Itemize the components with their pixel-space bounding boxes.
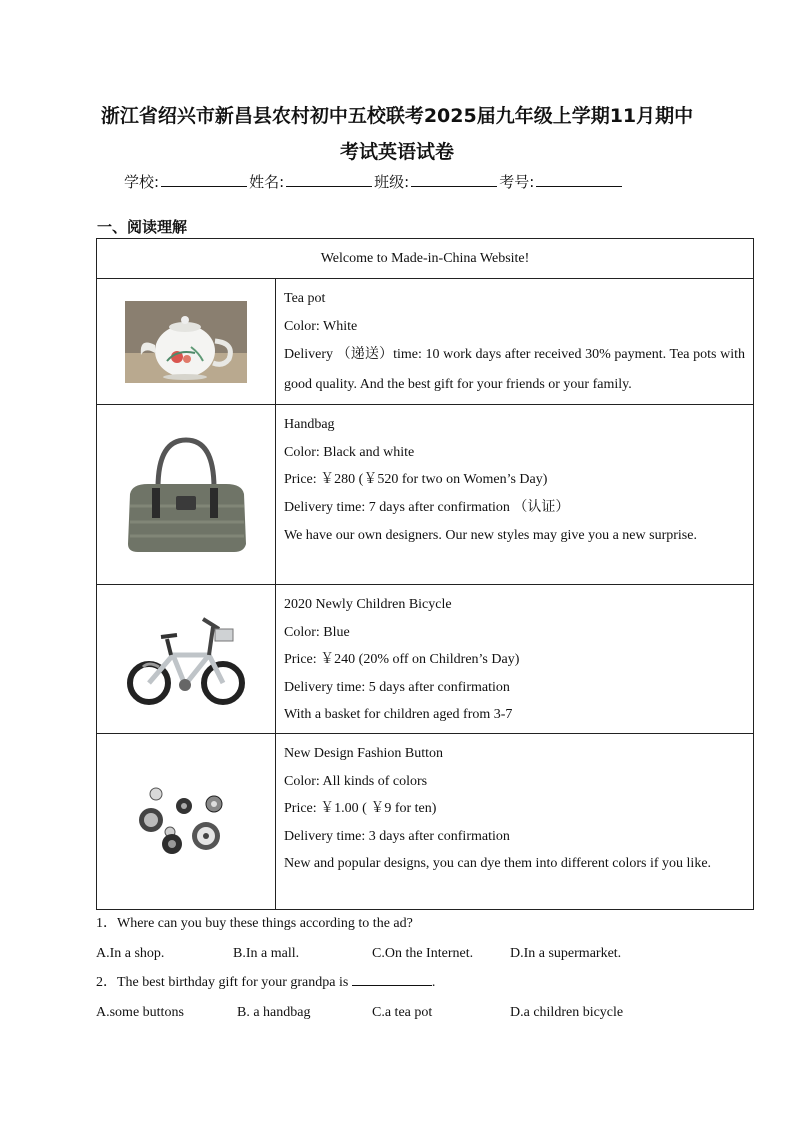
teapot-image — [125, 301, 247, 383]
buttons-details: New and popular designs, you can dye them into different colors if you like. — [284, 856, 712, 871]
question-2-option-c[interactable]: C.a tea pot — [372, 1004, 433, 1020]
buttons-description — [276, 734, 754, 910]
question-1-option-b[interactable]: B.In a mall. — [233, 945, 300, 961]
ad-heading: Welcome to Made-in-China Website! — [97, 239, 754, 279]
bicycle-name: 2020 Newly Children Bicycle — [284, 597, 452, 612]
school-blank[interactable] — [161, 172, 247, 187]
teapot-description — [276, 279, 754, 405]
class-label: 班级: — [374, 173, 410, 191]
bicycle-image-cell — [97, 585, 276, 734]
advertisement-table — [96, 238, 754, 910]
question-2-option-a[interactable]: A.some buttons — [96, 1004, 184, 1020]
question-2-option-d[interactable]: D.a children bicycle — [510, 1004, 624, 1020]
bicycle-basket: With a basket for children aged from 3-7 — [284, 707, 513, 722]
handbag-color: Color: Black and white — [284, 444, 415, 460]
section-title: 一、阅读理解 — [97, 218, 188, 236]
handbag-details: We have our own designers. Our new styles may give you a new surprise. — [284, 528, 697, 543]
question-2-answer-blank[interactable] — [352, 971, 432, 986]
handbag-image — [122, 436, 250, 554]
question-1-option-c[interactable]: C.On the Internet. — [372, 945, 474, 961]
question-1-text: 1．Where can you buy these things according to the ad? — [96, 916, 413, 931]
question-2-option-b[interactable]: B. a handbag — [237, 1004, 311, 1020]
bicycle-price: Price: ￥240 (20% off on Children’s Day) — [284, 652, 520, 667]
question-2-options — [96, 998, 756, 1028]
handbag-name: Handbag — [284, 417, 335, 432]
student-info-row — [124, 171, 624, 192]
school-label: 学校: — [124, 173, 160, 191]
questions-block — [96, 909, 756, 1027]
name-label: 姓名: — [249, 173, 285, 191]
handbag-description — [276, 405, 754, 585]
name-blank[interactable] — [286, 172, 372, 187]
buttons-image-cell — [97, 734, 276, 910]
buttons-image — [136, 782, 236, 862]
teapot-color: Color: White — [284, 318, 358, 334]
question-2-period: . — [431, 975, 436, 990]
exam-title-line-1: 浙江省绍兴市新昌县农村初中五校联考2025届九年级上学期11月期中 — [100, 105, 694, 127]
question-2-text: 2．The best birthday gift for your grandpa is — [96, 975, 349, 990]
handbag-price: Price: ￥280 (￥520 for two on Women’s Day) — [284, 472, 548, 487]
buttons-color: Color: All kinds of colors — [284, 773, 428, 789]
teapot-image-cell — [97, 279, 276, 405]
teapot-details: Delivery （递送）time: 10 work days after received 30% payment. Tea pots with good quality. And the best gift for your friends or your family. — [284, 347, 745, 392]
buttons-name: New Design Fashion Button — [284, 746, 444, 761]
bicycle-delivery: Delivery time: 5 days after confirmation — [284, 679, 510, 695]
exam-number-blank[interactable] — [536, 172, 622, 187]
handbag-delivery: Delivery time: 7 days after confirmation （认证） — [284, 499, 570, 515]
handbag-image-cell — [97, 405, 276, 585]
buttons-delivery: Delivery time: 3 days after confirmation — [284, 828, 510, 844]
question-2-stem — [96, 968, 756, 998]
question-1-option-a[interactable]: A.In a shop. — [96, 945, 165, 961]
question-1-option-d[interactable]: D.In a supermarket. — [510, 945, 622, 961]
teapot-name: Tea pot — [284, 291, 326, 306]
question-1-options — [96, 939, 756, 969]
exam-title-line-2: 考试英语试卷 — [339, 141, 454, 163]
bicycle-image — [123, 605, 249, 713]
bicycle-color: Color: Blue — [284, 624, 350, 640]
exam-number-label: 考号: — [499, 173, 535, 191]
buttons-price: Price: ￥1.00 ( ￥9 for ten) — [284, 801, 437, 816]
question-1-stem — [96, 909, 756, 939]
class-blank[interactable] — [411, 172, 497, 187]
bicycle-description — [276, 585, 754, 734]
